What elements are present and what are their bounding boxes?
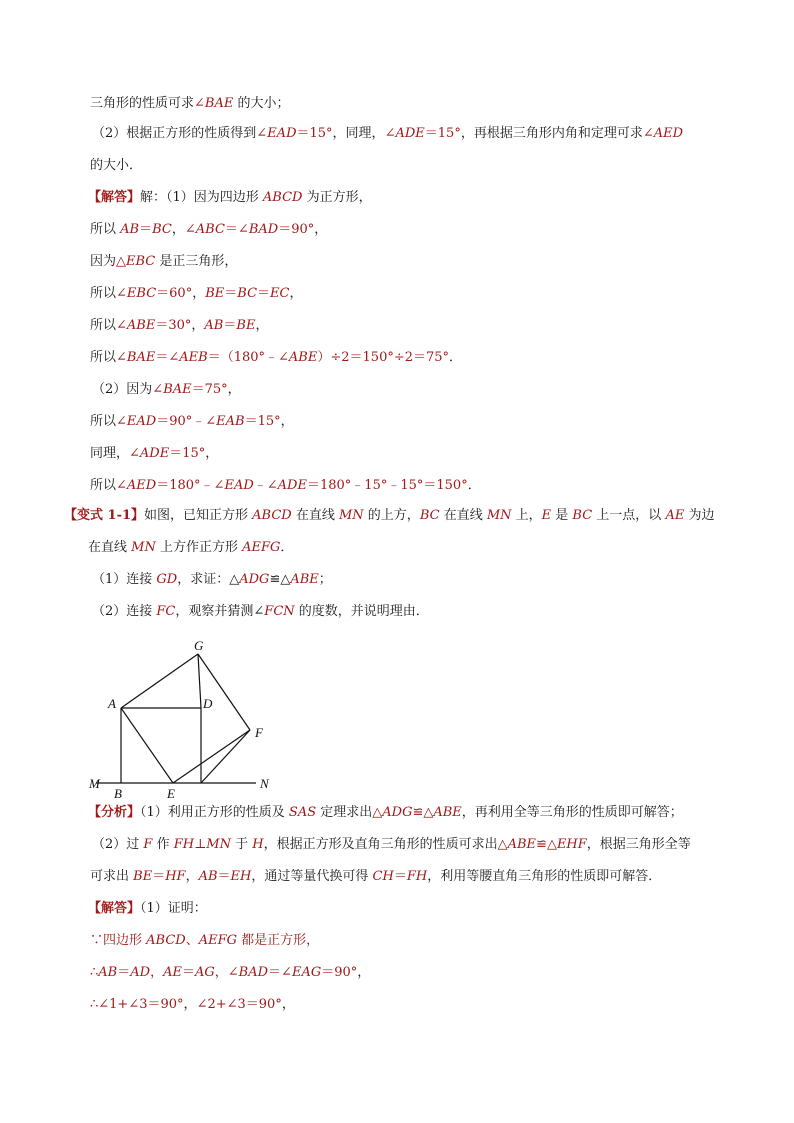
- text-segment: ，再根据三角形内角和定理可求: [460, 126, 643, 141]
- segment-ga: [121, 654, 198, 708]
- text-segment: ，: [171, 222, 185, 237]
- text-segment: EAD: [126, 414, 157, 429]
- text-segment: ＝90°﹣∠: [156, 414, 217, 429]
- text-segment: 是: [551, 508, 573, 523]
- text-segment: ＝15°: [169, 446, 206, 461]
- text-segment: （2）根据正方形的性质得到: [92, 126, 257, 141]
- text-segment: GD: [156, 572, 178, 587]
- text-segment: 所以: [90, 286, 117, 301]
- text-segment: ABE: [288, 350, 318, 365]
- text-segment: ∴∠1+∠3＝90°: [90, 997, 184, 1012]
- text-line: [92, 603, 429, 621]
- text-segment: BE: [236, 318, 256, 333]
- text-segment: ，再利用全等三角形的性质即可解答；: [461, 805, 683, 820]
- text-segment: BC: [572, 508, 593, 523]
- text-segment: AE: [665, 508, 685, 523]
- text-segment: ∠: [116, 318, 127, 333]
- text-segment: （2）过: [92, 837, 144, 852]
- text-segment: ABCD: [252, 508, 292, 523]
- text-segment: CH: [372, 869, 394, 884]
- text-segment: ＝: [224, 286, 238, 301]
- text-segment: ，: [192, 286, 206, 301]
- text-segment: ∠: [116, 286, 127, 301]
- text-segment: EAB: [216, 414, 245, 429]
- text-segment: （2）因为: [92, 382, 153, 397]
- text-segment: FH: [173, 837, 195, 852]
- text-segment: ，: [255, 318, 269, 333]
- text-segment: ＝: [117, 965, 131, 980]
- text-segment: ＝15°: [424, 126, 461, 141]
- text-segment: ABE: [290, 572, 319, 587]
- text-segment: ＝: [139, 222, 153, 237]
- segment-ef: [173, 730, 250, 783]
- text-segment: ABC: [195, 222, 225, 237]
- text-segment: ABE: [507, 837, 537, 852]
- text-segment: 、: [185, 933, 199, 948]
- text-segment: ＝: [223, 318, 237, 333]
- text-segment: AB: [198, 869, 218, 884]
- text-segment: ）÷2＝150°÷2＝75°: [317, 350, 450, 365]
- text-segment: ﹣∠: [253, 478, 278, 493]
- text-segment: 【分析】: [88, 805, 141, 820]
- text-segment: ，根据三角形全等: [586, 837, 691, 852]
- text-segment: 上一点，以: [592, 508, 666, 523]
- text-segment: ＝: [257, 286, 271, 301]
- text-segment: EBC: [126, 254, 156, 269]
- label-m: M: [89, 776, 100, 791]
- text-line: [90, 445, 218, 463]
- text-segment: ABCD: [146, 933, 186, 948]
- text-line: [90, 413, 294, 431]
- text-segment: ，利用等腰直角三角形的性质即可解答．: [427, 869, 662, 884]
- text-segment: BAE: [126, 350, 156, 365]
- text-segment: ，: [280, 414, 294, 429]
- label-n: N: [260, 776, 269, 791]
- text-line: [88, 900, 207, 918]
- text-segment: ；: [318, 572, 332, 587]
- text-segment: FH: [406, 869, 428, 884]
- text-segment: ，: [150, 965, 164, 980]
- text-segment: 为边: [684, 508, 715, 523]
- text-segment: ∠: [116, 414, 127, 429]
- text-segment: ∠: [194, 96, 205, 111]
- text-line: [90, 477, 481, 495]
- text-segment: ADE: [139, 446, 170, 461]
- text-segment: ＝90°: [278, 222, 315, 237]
- text-segment: 在直线: [291, 508, 339, 523]
- text-line: [88, 539, 293, 557]
- text-segment: 如图，已知正方形: [144, 508, 253, 523]
- text-segment: E: [541, 508, 552, 523]
- text-segment: 的大小．: [90, 158, 143, 173]
- text-segment: ，: [357, 965, 371, 980]
- text-segment: EAD: [224, 478, 254, 493]
- text-segment: ＝: [393, 869, 407, 884]
- segment-ae: [121, 708, 173, 783]
- text-segment: EH: [230, 869, 252, 884]
- text-segment: ≌△: [269, 572, 291, 587]
- text-line: [64, 507, 714, 525]
- text-line: [92, 836, 691, 854]
- text-segment: （1）连接: [92, 572, 157, 587]
- text-segment: 【解答】: [88, 901, 141, 916]
- text-segment: 定理求出: [316, 805, 373, 820]
- text-segment: ，: [191, 318, 205, 333]
- text-line: [90, 95, 290, 113]
- text-segment: ∵四边形: [90, 933, 147, 948]
- text-line: [90, 868, 661, 886]
- text-segment: ＝180°﹣∠: [156, 478, 225, 493]
- text-line: [90, 349, 462, 367]
- text-segment: MN: [206, 837, 231, 852]
- segment-gd: [198, 654, 201, 708]
- text-segment: ，: [183, 997, 197, 1012]
- text-line: [90, 285, 303, 303]
- text-segment: ．: [449, 350, 463, 365]
- text-segment: HF: [165, 869, 186, 884]
- text-segment: EAG: [291, 965, 322, 980]
- text-segment: FCN: [264, 604, 295, 619]
- text-segment: △: [372, 805, 383, 820]
- text-segment: BAD: [238, 965, 269, 980]
- text-segment: ∠: [256, 126, 268, 141]
- text-segment: ∠: [116, 478, 127, 493]
- label-e: E: [167, 786, 175, 801]
- text-segment: MN: [131, 540, 156, 555]
- text-segment: ＝∠: [268, 965, 292, 980]
- text-segment: BAE: [204, 96, 234, 111]
- text-segment: ，∠: [214, 965, 239, 980]
- text-segment: 所以: [90, 318, 117, 333]
- text-segment: SAS: [288, 805, 317, 820]
- text-segment: （1）利用正方形的性质及: [140, 805, 289, 820]
- text-segment: BC: [237, 286, 258, 301]
- text-segment: 的上方，: [363, 508, 420, 523]
- text-line: [90, 932, 319, 950]
- text-line: [90, 221, 327, 239]
- label-a: A: [108, 696, 116, 711]
- label-b: B: [114, 786, 122, 801]
- text-segment: ∠2+∠3＝90°: [196, 997, 282, 1012]
- text-segment: ∠: [116, 350, 127, 365]
- text-segment: ，同理，: [332, 126, 385, 141]
- text-segment: 【解答】: [88, 190, 141, 205]
- text-segment: 的度数，并说明理由．: [294, 604, 429, 619]
- text-segment: ，: [227, 382, 241, 397]
- geometry-figure: [88, 636, 278, 806]
- text-segment: ADE: [395, 126, 425, 141]
- text-segment: 上方作正方形: [155, 540, 243, 555]
- text-segment: ，: [281, 997, 295, 1012]
- text-segment: ∠: [253, 604, 265, 619]
- text-segment: ，: [185, 869, 199, 884]
- text-segment: ＝15°: [244, 414, 281, 429]
- text-segment: AD: [130, 965, 151, 980]
- text-segment: 所以: [90, 350, 117, 365]
- text-segment: ABCD: [262, 190, 303, 205]
- text-segment: AE: [163, 965, 182, 980]
- text-segment: FC: [156, 604, 176, 619]
- text-segment: 所以: [90, 478, 117, 493]
- label-f: F: [255, 725, 263, 740]
- text-segment: 于: [230, 837, 253, 852]
- text-segment: ＝75°: [191, 382, 228, 397]
- text-segment: 为正方形，: [302, 190, 372, 205]
- text-segment: ADE: [277, 478, 307, 493]
- text-line: [90, 253, 237, 271]
- text-line: [88, 804, 683, 822]
- text-line: [90, 996, 295, 1014]
- text-segment: AG: [194, 965, 215, 980]
- text-segment: 作: [152, 837, 174, 852]
- text-segment: △: [497, 837, 508, 852]
- text-segment: ，根据正方形及直角三角形的性质可求出: [263, 837, 498, 852]
- text-segment: ⊥: [194, 837, 207, 852]
- text-segment: BC: [419, 508, 440, 523]
- text-segment: ABE: [126, 318, 156, 333]
- text-segment: ．: [280, 540, 294, 555]
- text-segment: 上，: [511, 508, 542, 523]
- text-segment: EC: [270, 286, 290, 301]
- label-d: D: [203, 696, 213, 711]
- text-line: [88, 189, 372, 207]
- segment-fc: [201, 730, 250, 783]
- text-segment: 【变式 1-1】: [64, 508, 145, 523]
- text-segment: 解：（1）因为四边形: [140, 190, 263, 205]
- text-segment: ABE: [433, 805, 462, 820]
- text-segment: ＝15°: [296, 126, 333, 141]
- text-segment: ∠: [384, 126, 396, 141]
- text-segment: ≌△: [412, 805, 434, 820]
- text-line: [90, 317, 268, 335]
- text-segment: AEB: [179, 350, 208, 365]
- text-segment: BE: [133, 869, 153, 884]
- text-segment: ∠: [152, 382, 164, 397]
- text-segment: ＝（180°﹣∠: [207, 350, 289, 365]
- text-segment: ＝90°: [321, 965, 358, 980]
- segment-fg: [198, 654, 250, 730]
- text-segment: 在直线: [439, 508, 487, 523]
- text-segment: ，: [205, 446, 219, 461]
- text-segment: 所以: [90, 414, 117, 429]
- text-segment: AB: [98, 965, 118, 980]
- text-segment: ＝∠: [155, 350, 180, 365]
- text-segment: ADG: [382, 805, 413, 820]
- text-segment: ∴: [90, 965, 99, 980]
- text-segment: 所以: [90, 222, 121, 237]
- text-segment: ，: [289, 286, 303, 301]
- text-segment: ＝: [217, 869, 231, 884]
- text-segment: BE: [205, 286, 225, 301]
- text-segment: ∠: [642, 126, 654, 141]
- text-segment: 在直线: [88, 540, 132, 555]
- text-segment: ＝∠: [224, 222, 249, 237]
- text-line: [90, 157, 142, 175]
- text-segment: ＝60°: [156, 286, 193, 301]
- text-segment: 是正三角形，: [155, 254, 238, 269]
- text-segment: BC: [152, 222, 172, 237]
- text-segment: ＝: [152, 869, 166, 884]
- text-segment: ＝180°﹣15°﹣15°＝150°: [306, 478, 468, 493]
- text-segment: ∠: [129, 446, 140, 461]
- text-segment: ，观察并猜测: [175, 604, 254, 619]
- text-segment: 可求出: [90, 869, 134, 884]
- text-segment: （1）证明：: [140, 901, 207, 916]
- text-line: [90, 964, 370, 982]
- text-segment: MN: [338, 508, 364, 523]
- text-segment: ≌△: [536, 837, 557, 852]
- text-segment: AEFG: [198, 933, 238, 948]
- text-segment: AB: [204, 318, 224, 333]
- text-segment: EHF: [556, 837, 587, 852]
- text-segment: EAD: [267, 126, 297, 141]
- text-segment: ADG: [239, 572, 270, 587]
- text-segment: 同理，: [90, 446, 130, 461]
- text-segment: 都是正方形，: [237, 933, 320, 948]
- text-segment: AED: [653, 126, 684, 141]
- text-segment: AEFG: [242, 540, 281, 555]
- text-segment: ，求证：: [177, 572, 230, 587]
- text-segment: ，: [314, 222, 328, 237]
- text-segment: EBC: [126, 286, 157, 301]
- label-g: G: [194, 638, 204, 653]
- text-segment: H: [252, 837, 264, 852]
- text-segment: ＝30°: [155, 318, 192, 333]
- text-segment: F: [143, 837, 153, 852]
- text-segment: ．: [467, 478, 481, 493]
- text-segment: 的大小；: [233, 96, 290, 111]
- text-segment: （2）连接: [92, 604, 157, 619]
- text-line: [92, 381, 241, 399]
- text-segment: AB: [120, 222, 140, 237]
- text-segment: △: [116, 254, 127, 269]
- text-segment: 因为: [90, 254, 117, 269]
- text-segment: 三角形的性质可求: [90, 96, 195, 111]
- text-line: [92, 125, 683, 143]
- text-segment: AED: [126, 478, 157, 493]
- text-segment: ＝: [181, 965, 195, 980]
- text-segment: ∠: [184, 222, 196, 237]
- text-line: [92, 571, 332, 589]
- text-segment: BAD: [248, 222, 279, 237]
- text-segment: △: [229, 572, 240, 587]
- text-segment: ，通过等量代换可得: [251, 869, 373, 884]
- text-segment: MN: [486, 508, 512, 523]
- text-segment: BAE: [163, 382, 192, 397]
